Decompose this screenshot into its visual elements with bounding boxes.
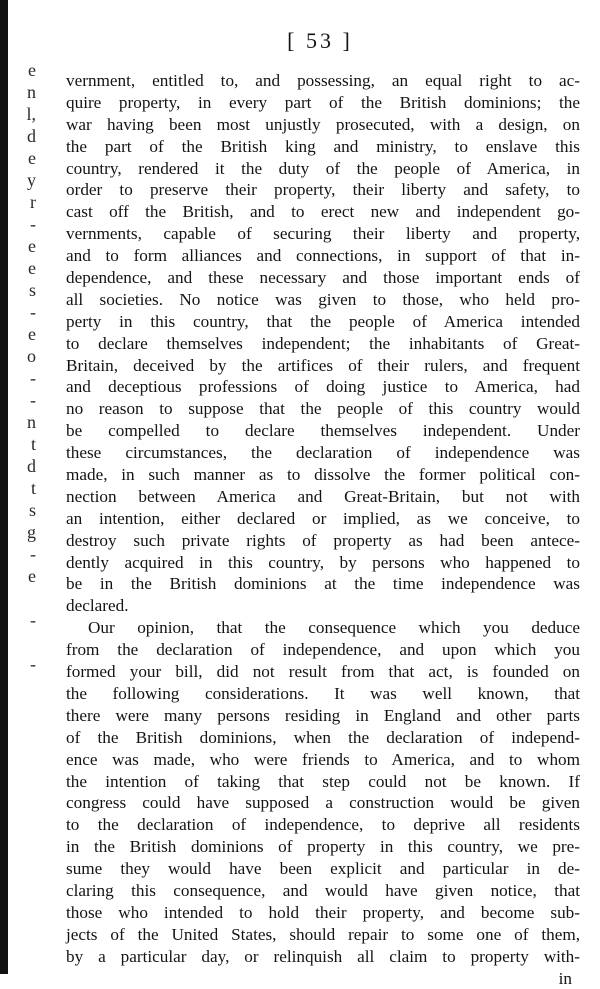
bleed-char: d bbox=[27, 126, 36, 146]
catchword: in bbox=[558, 968, 572, 988]
bleed-char: n bbox=[27, 412, 36, 432]
text-line: destroy such private rights of property as had been antece- bbox=[66, 530, 580, 550]
paragraph-start-line: Our opinion, that the consequence which you deduce bbox=[88, 618, 580, 638]
bleed-char: e bbox=[28, 148, 36, 168]
text-line: nection between America and Great-Britain, but not with bbox=[66, 486, 580, 506]
text-line: sume they would have been explicit and particular in de- bbox=[66, 859, 580, 879]
text-line: formed your bill, did not result from that act, is founded on bbox=[66, 662, 580, 682]
text-line: cast off the British, and to erect new and independent go- bbox=[66, 202, 580, 222]
text-line: the intention of taking that step could not be known. If bbox=[66, 771, 580, 791]
text-line: by a particular day, or relinquish all claim to property with- bbox=[66, 946, 580, 966]
text-line: war having been most unjustly prosecuted, with a design, on bbox=[66, 114, 580, 134]
text-line: of the British dominions, when the declaration of independ- bbox=[66, 727, 580, 747]
text-line: declared. bbox=[66, 596, 129, 616]
bleed-char: n bbox=[27, 82, 36, 102]
text-line: country, rendered it the duty of the people of America, in bbox=[66, 158, 580, 178]
text-line: there were many persons residing in England and other parts bbox=[66, 705, 580, 725]
bleed-char: t bbox=[30, 434, 36, 454]
left-margin-bleed bbox=[10, 60, 36, 680]
text-line: claring this consequence, and would have given notice, that bbox=[66, 880, 580, 900]
bleed-char: e bbox=[28, 236, 36, 256]
bleed-char: d bbox=[27, 456, 36, 476]
text-line: vernment, entitled to, and possessing, an equal right to ac- bbox=[66, 71, 580, 90]
bleed-char: s bbox=[28, 500, 36, 520]
text-line: dently acquired in this country, by persons who happened to bbox=[66, 552, 580, 572]
bleed-char: s bbox=[28, 280, 36, 300]
bleed-char: r bbox=[30, 192, 36, 212]
text-line: be in the British dominions at the time independence was bbox=[66, 574, 580, 594]
bleed-char: y bbox=[27, 170, 36, 190]
bleed-char: - bbox=[30, 214, 36, 234]
page-number: [ 53 ] bbox=[287, 28, 353, 53]
text-line: perty in this country, that the people of America intended bbox=[66, 311, 580, 331]
text-line: no reason to suppose that the people of this country would bbox=[66, 399, 580, 419]
bleed-char: - bbox=[30, 610, 36, 630]
text-line: vernments, capable of securing their liberty and property, bbox=[66, 224, 580, 244]
text-line: be compelled to declare themselves independent. Under bbox=[66, 421, 580, 441]
bleed-char: - bbox=[30, 544, 36, 564]
text-line: made, in such manner as to dissolve the former political con- bbox=[66, 465, 580, 485]
bleed-char: - bbox=[30, 302, 36, 322]
text-line: the following considerations. It was well known, that bbox=[66, 683, 580, 703]
bleed-char: - bbox=[30, 368, 36, 388]
bleed-char: e bbox=[28, 566, 36, 586]
text-line: congress could have supposed a construction would be given bbox=[66, 793, 580, 813]
text-line: all societies. No notice was given to those, who held pro- bbox=[66, 289, 580, 309]
text-line: an intention, either declared or implied, as we conceive, to bbox=[66, 508, 580, 528]
bleed-char: e bbox=[28, 258, 36, 278]
text-line: and deceptious professions of doing justice to America, had bbox=[66, 377, 580, 397]
bleed-char: - bbox=[30, 654, 36, 674]
text-line: to the declaration of independence, to deprive all residents bbox=[66, 815, 580, 835]
text-line: those who intended to hold their property, and become sub- bbox=[66, 902, 580, 922]
text-line: the part of the British king and ministry, to enslave this bbox=[66, 136, 580, 156]
bleed-char: g bbox=[27, 522, 36, 542]
bleed-char: e bbox=[28, 60, 36, 80]
text-line: to declare themselves independent; the inhabitants of Great- bbox=[66, 333, 580, 353]
text-line: from the declaration of independence, and upon which you bbox=[66, 640, 580, 660]
body-text bbox=[66, 70, 580, 989]
text-line: and to form alliances and connections, in support of that in- bbox=[66, 246, 580, 266]
page-edge-shadow bbox=[0, 0, 8, 974]
text-line: dependence, and these necessary and those important ends of bbox=[66, 268, 580, 288]
bleed-char: t bbox=[30, 478, 36, 498]
text-line: ence was made, who were friends to America, and to whom bbox=[66, 749, 580, 769]
text-line: quire property, in every part of the British dominions; the bbox=[66, 92, 580, 112]
text-line: jects of the United States, should repair to some one of them, bbox=[66, 924, 580, 944]
bleed-char: e bbox=[28, 324, 36, 344]
text-line: Britain, deceived by the artifices of their rulers, and frequent bbox=[66, 355, 580, 375]
bleed-char: - bbox=[30, 390, 36, 410]
text-line: these circumstances, the declaration of independence was bbox=[66, 443, 580, 463]
text-line: in the British dominions of property in this country, we pre- bbox=[66, 837, 580, 857]
bleed-char: o bbox=[27, 346, 36, 366]
text-line: order to preserve their property, their liberty and safety, to bbox=[66, 180, 580, 200]
bleed-char: l, bbox=[26, 104, 36, 124]
